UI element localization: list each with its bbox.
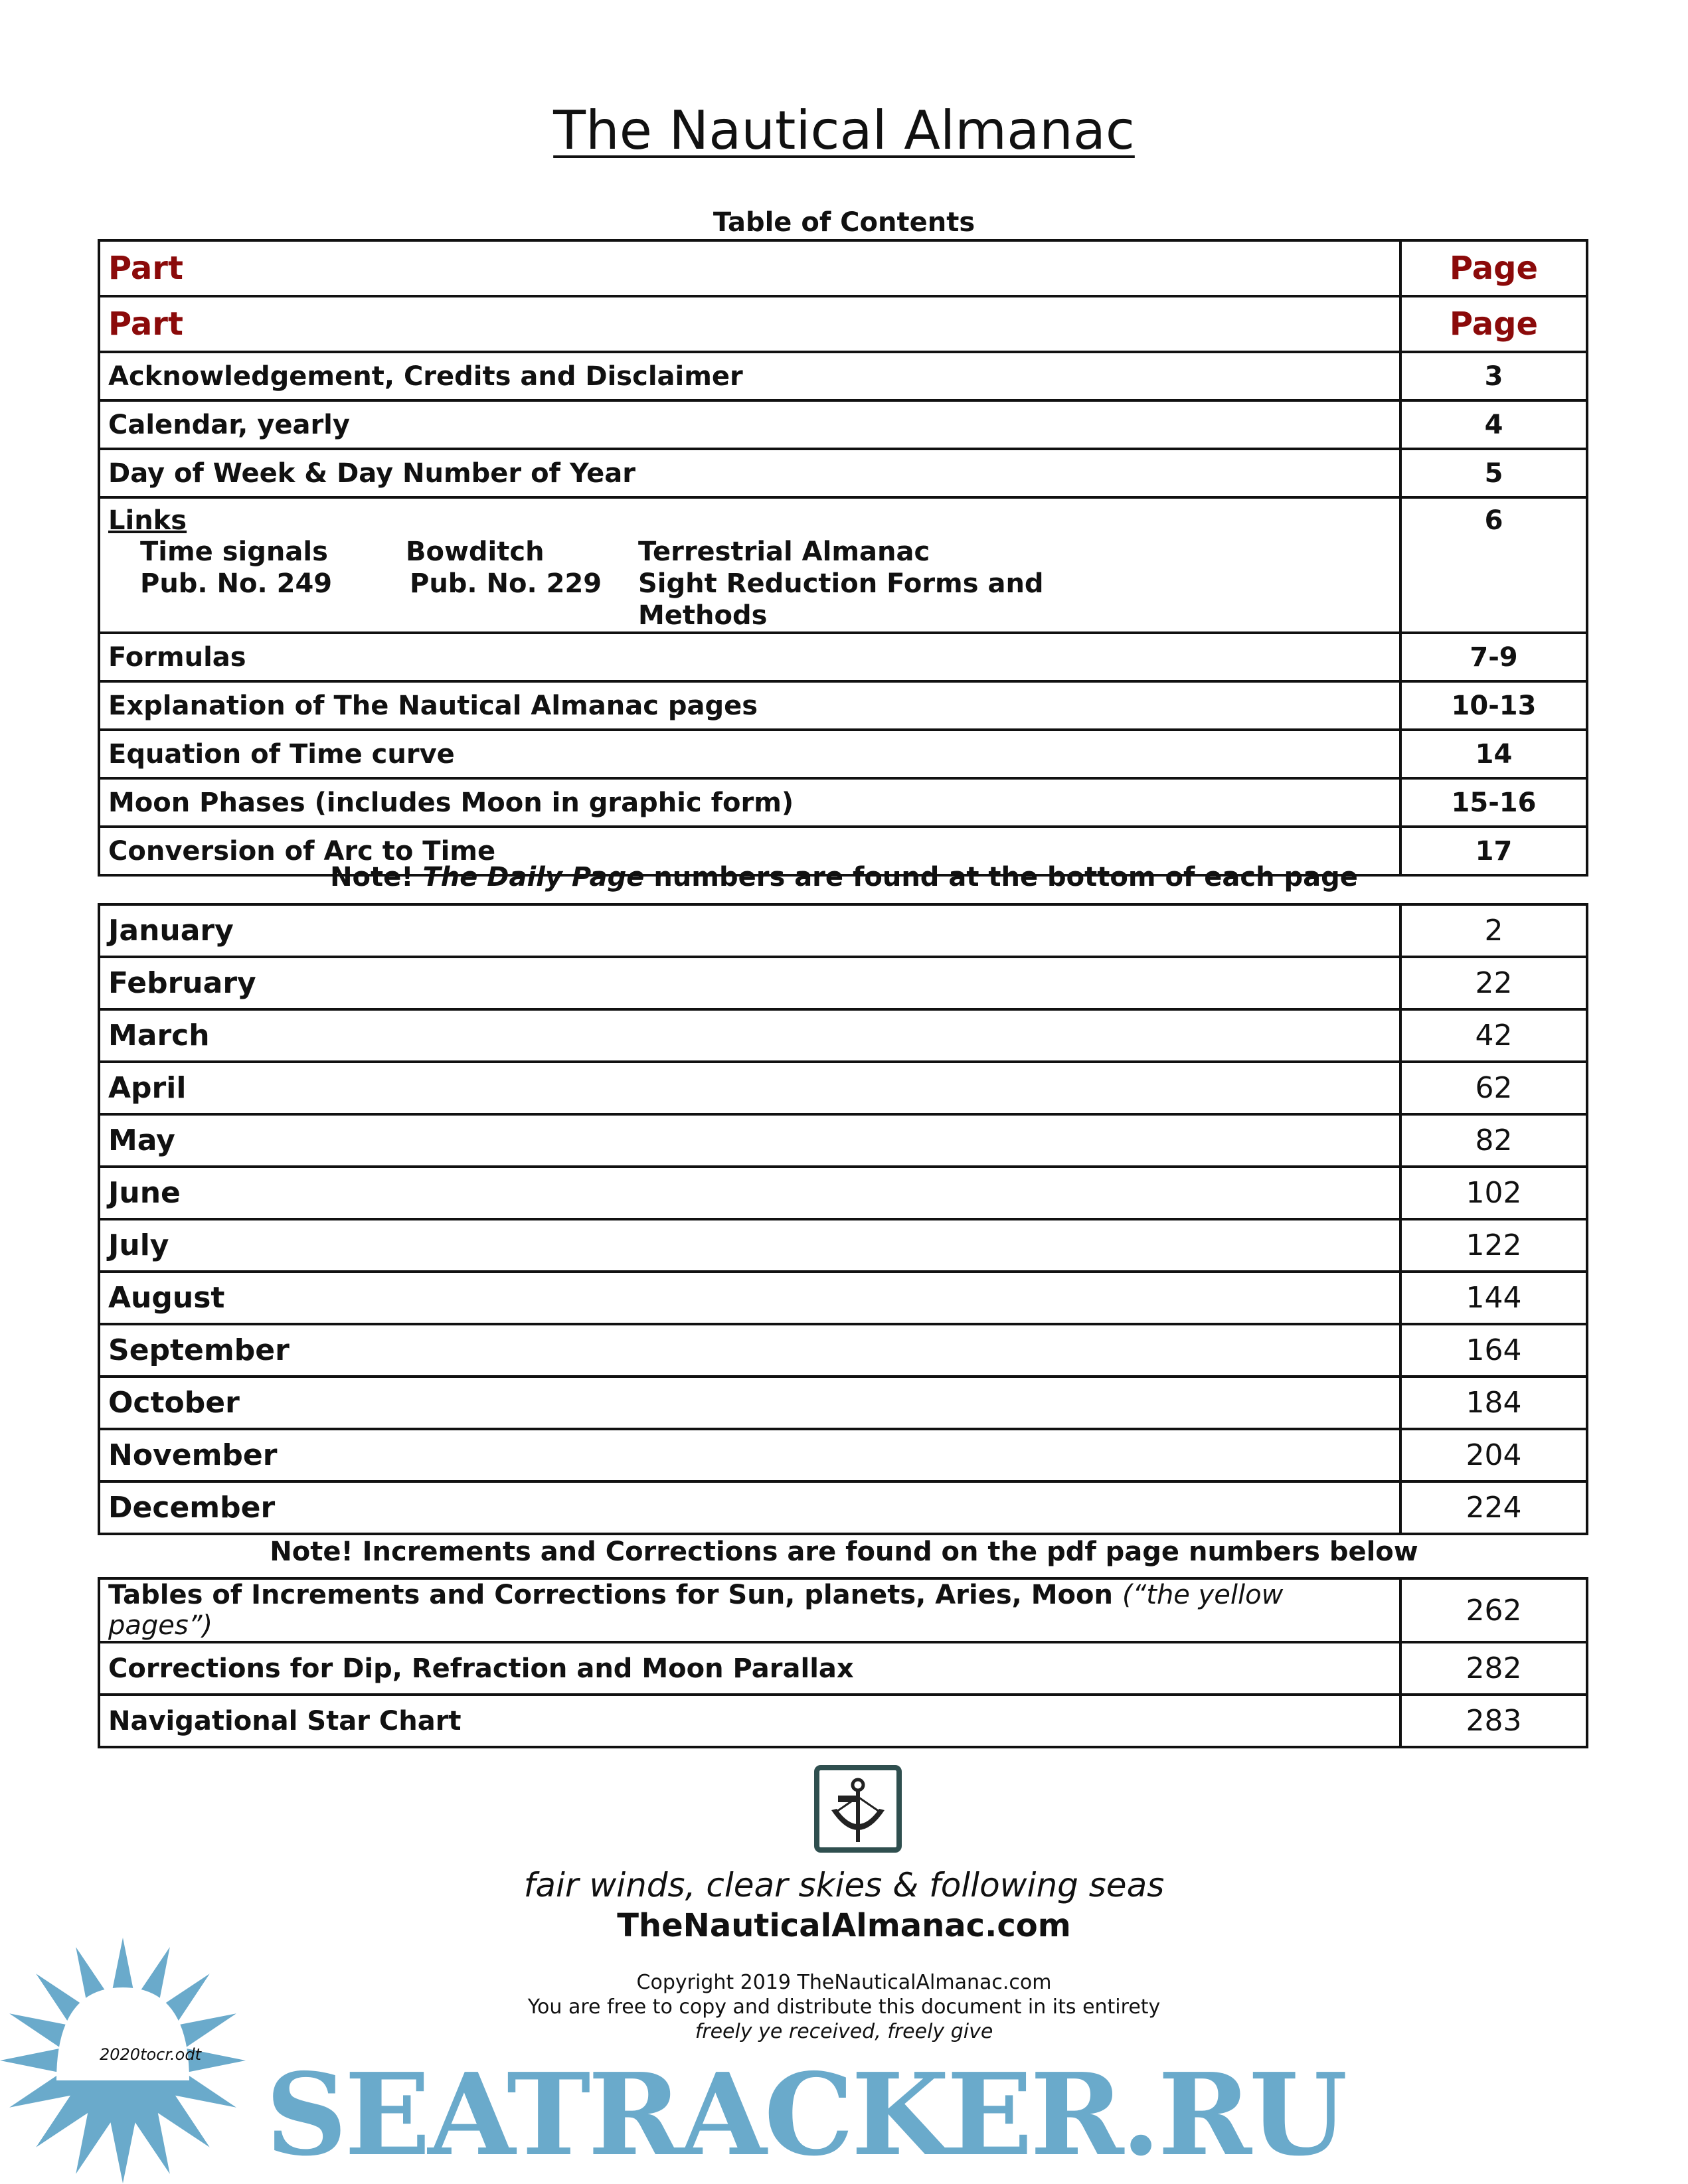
month-page: 122 <box>1400 1219 1587 1272</box>
filename-label: 2020tocr.odt <box>100 2045 201 2064</box>
month-row[interactable] <box>99 1114 1587 1167</box>
note-emphasis: The Daily Page <box>422 862 645 892</box>
part-page: 7-9 <box>1400 633 1587 681</box>
link-time-signals[interactable]: Time signals <box>140 537 328 567</box>
month-name: March <box>99 1009 1400 1062</box>
month-name: October <box>99 1377 1400 1429</box>
motto-text: freely ye received, freely give <box>695 2020 993 2043</box>
month-page: 184 <box>1400 1377 1587 1429</box>
part-page: 262 <box>1400 1578 1587 1642</box>
table-row[interactable] <box>99 730 1587 778</box>
part-page: 3 <box>1400 352 1587 400</box>
month-name: December <box>99 1481 1400 1534</box>
part-name: Calendar, yearly <box>99 400 1400 449</box>
links-row <box>99 497 1587 633</box>
month-row[interactable] <box>99 1219 1587 1272</box>
part-name: Day of Week & Day Number of Year <box>99 449 1400 497</box>
month-name: January <box>99 904 1400 957</box>
table-row[interactable] <box>99 449 1587 497</box>
table-row[interactable] <box>99 633 1587 681</box>
table-row[interactable] <box>99 352 1587 400</box>
part-name: Formulas <box>99 633 1400 681</box>
header-page: Page <box>1400 296 1587 352</box>
header-page: Page <box>1400 240 1587 296</box>
month-page: 224 <box>1400 1481 1587 1534</box>
month-page: 164 <box>1400 1324 1587 1377</box>
part-page: 15-16 <box>1400 778 1587 827</box>
sextant-logo-icon <box>814 1765 902 1853</box>
tagline: fair winds, clear skies & following seas <box>523 1866 1165 1904</box>
part-name: Explanation of The Nautical Almanac pages <box>99 681 1400 730</box>
month-name: April <box>99 1062 1400 1114</box>
daily-page-note <box>0 862 1688 892</box>
part-name: Conversion of Arc to Time <box>99 827 1400 875</box>
month-row[interactable] <box>99 957 1587 1009</box>
month-name: May <box>99 1114 1400 1167</box>
month-row[interactable] <box>99 1324 1587 1377</box>
part-page: 17 <box>1400 827 1587 875</box>
page-title: The Nautical Almanac <box>553 100 1135 161</box>
copyright-text: Copyright 2019 TheNauticalAlmanac.com <box>636 1971 1052 1994</box>
month-name: September <box>99 1324 1400 1377</box>
month-page: 2 <box>1400 904 1587 957</box>
table-row[interactable] <box>99 778 1587 827</box>
month-row[interactable] <box>99 1377 1587 1429</box>
month-row[interactable] <box>99 1429 1587 1481</box>
note-prefix: Note! <box>330 862 423 892</box>
month-name: June <box>99 1167 1400 1219</box>
month-page: 102 <box>1400 1167 1587 1219</box>
month-page: 62 <box>1400 1062 1587 1114</box>
month-page: 144 <box>1400 1272 1587 1324</box>
part-name: Acknowledgement, Credits and Disclaimer <box>99 352 1400 400</box>
part-page: 6 <box>1400 497 1587 633</box>
part-name <box>99 1578 1400 1642</box>
table-row[interactable] <box>99 1578 1587 1642</box>
link-sight-reduction[interactable]: Sight Reduction Forms and Methods <box>638 568 1044 631</box>
month-name: July <box>99 1219 1400 1272</box>
month-name: November <box>99 1429 1400 1481</box>
part-page: 282 <box>1400 1642 1587 1695</box>
part-label: Tables of Increments and Corrections for Sun, planets, Aries, Moon <box>108 1580 1113 1610</box>
part-note: (“the yellow pages”) <box>108 1580 1284 1641</box>
table-row[interactable] <box>99 1642 1587 1695</box>
month-page: 204 <box>1400 1429 1587 1481</box>
part-page: 10-13 <box>1400 681 1587 730</box>
link-pub-229[interactable]: Pub. No. 229 <box>410 568 602 599</box>
month-row[interactable] <box>99 1481 1587 1534</box>
part-name: Corrections for Dip, Refraction and Moon Parallax <box>99 1642 1400 1695</box>
links-cell <box>99 497 1400 633</box>
increments-note: Note! Increments and Corrections are found on the pdf page numbers below <box>270 1537 1418 1567</box>
month-row[interactable] <box>99 1009 1587 1062</box>
header-row <box>99 240 1587 296</box>
toc-table-months <box>98 903 1588 1535</box>
link-terrestrial-almanac[interactable]: Terrestrial Almanac <box>638 537 930 567</box>
link-bowditch[interactable]: Bowditch <box>406 537 545 567</box>
table-row[interactable] <box>99 681 1587 730</box>
month-row[interactable] <box>99 904 1587 957</box>
website-link[interactable]: TheNauticalAlmanac.com <box>617 1907 1071 1944</box>
month-row[interactable] <box>99 1272 1587 1324</box>
table-row[interactable] <box>99 400 1587 449</box>
header-part: Part <box>99 240 1400 296</box>
toc-caption: Table of Contents <box>713 207 975 238</box>
toc-table-parts <box>98 239 1588 877</box>
table-row[interactable] <box>99 1695 1587 1747</box>
part-name: Equation of Time curve <box>99 730 1400 778</box>
link-pub-249[interactable]: Pub. No. 249 <box>140 568 333 599</box>
month-name: August <box>99 1272 1400 1324</box>
header-row <box>99 296 1587 352</box>
part-page: 283 <box>1400 1695 1587 1747</box>
month-page: 82 <box>1400 1114 1587 1167</box>
header-part: Part <box>99 296 1400 352</box>
license-text: You are free to copy and distribute this document in its entirety <box>527 1995 1161 2019</box>
month-row[interactable] <box>99 1062 1587 1114</box>
month-page: 42 <box>1400 1009 1587 1062</box>
links-heading[interactable]: Links <box>108 505 187 536</box>
part-name: Navigational Star Chart <box>99 1695 1400 1747</box>
part-page: 14 <box>1400 730 1587 778</box>
part-page: 4 <box>1400 400 1587 449</box>
part-page: 5 <box>1400 449 1587 497</box>
note-text: numbers are found at the bottom of each page <box>644 862 1358 892</box>
month-page: 22 <box>1400 957 1587 1009</box>
toc-table-tables <box>98 1577 1588 1748</box>
month-name: February <box>99 957 1400 1009</box>
part-name: Moon Phases (includes Moon in graphic form) <box>99 778 1400 827</box>
watermark-text: SEATRACKER.RU <box>266 2049 1345 2181</box>
month-row[interactable] <box>99 1167 1587 1219</box>
